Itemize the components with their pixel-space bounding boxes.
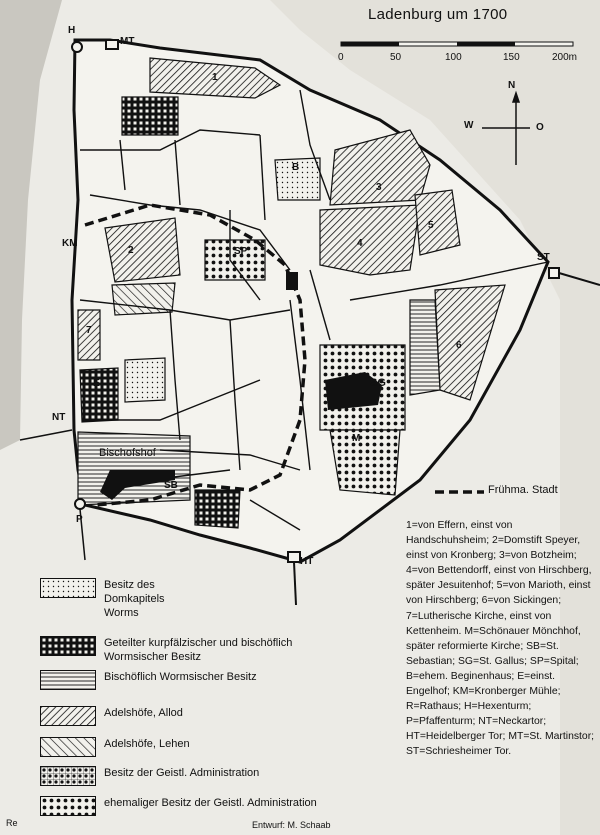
plot-5-marioth [415, 190, 460, 255]
legend-item-dots [40, 578, 194, 620]
plot-key-text: 1=von Effern, einst von Handschuhsheim; 2=Domstift Speyer, einst von Kronberg; 3=von Botzheim; 4=von Bettendorff, einst von Hirschberg, später Jesuitenhof; 5=von Marioth, einst von Hirschberg; 6=von Sickingen; 7=Lutherische Kirche, einst von Kettenheim. M=Schönauer Mönchhof, später reformierte Kirche; SB=St. Sebastian; SG=St. Gallus; SP=Spital; B=ehem. Beginenhaus; E=einst. Engelhof; KM=Kronberger Mühle; R=Rathaus; H=Hexenturm; P=Pfaffenturm; NT=Neckartor; HT=Heidelberger Tor; MT=St. Martinstor; ST=Schriesheimer Tor. [406, 520, 595, 758]
plot-label-7: 7 [86, 325, 92, 336]
scale-label-100: 100 [445, 52, 462, 63]
legend-text-dots: Besitz des Domkapitels Worms [104, 579, 165, 619]
rathaus-building [286, 272, 298, 290]
plot-hatched-north [122, 97, 178, 135]
river-left [0, 0, 62, 450]
label-B: B [292, 162, 300, 173]
legend-text-dotgrid: Besitz der Geistl. Administration [104, 767, 260, 779]
legend-text-allod: Adelshöfe, Allod [104, 707, 183, 719]
footer-credit: Entwurf: M. Schaab [252, 820, 331, 830]
pfaffenturm-tower [75, 499, 85, 509]
legend-swatch-lehen [40, 737, 96, 757]
label-KM: KM [62, 238, 78, 249]
legend-swatch-dotgrid [40, 766, 96, 786]
map-title: Ladenburg um 1700 [368, 6, 508, 23]
plot-4-bettendorff [320, 205, 420, 275]
scale-label-150: 150 [503, 52, 520, 63]
label-E: E [93, 378, 100, 389]
plot-label-2: 2 [128, 245, 134, 256]
fruehma-stadt-label: Frühma. Stadt [488, 484, 558, 496]
plot-M-moenchhof [330, 430, 400, 495]
road-south [294, 562, 296, 605]
compass-north: N [508, 80, 516, 91]
legend-swatch-dots [40, 578, 96, 598]
label-M: M [352, 433, 361, 444]
scale-label-200m: 200m [552, 52, 578, 63]
label-MT: MT [120, 36, 135, 47]
plot-south-grid [195, 490, 240, 528]
heidelberger-tor-gate [288, 552, 300, 562]
plot-label-4: 4 [357, 238, 363, 249]
legend-item-opendots [40, 796, 359, 816]
label-bischofshof: Bischofshof [99, 447, 156, 459]
scale-label-50: 50 [390, 52, 402, 63]
compass-west: W [464, 120, 474, 131]
legend-text-opendots: ehemaliger Besitz der Geistl. Administration [104, 797, 317, 809]
label-ST: ST [537, 252, 550, 263]
label-P: P [76, 514, 83, 525]
martinstor-gate [106, 40, 118, 49]
legend-text-hlines: Bischöflich Wormsischer Besitz [104, 671, 257, 683]
legend-item-lehen [40, 737, 359, 757]
legend-text-lehen: Adelshöfe, Lehen [104, 738, 190, 750]
road-west [20, 430, 72, 440]
plot-label-5: 5 [428, 220, 434, 231]
label-SB: SB [164, 480, 178, 491]
plot-label-1: 1 [212, 72, 218, 83]
scale-bar [341, 42, 573, 46]
legend-item-allod [40, 706, 359, 726]
footer-left: Re [6, 818, 18, 828]
legend-swatch-hlines [40, 670, 96, 690]
legend-swatch-grid [40, 636, 96, 656]
legend-item-dotgrid [40, 766, 359, 786]
plot-2-domstift [105, 218, 180, 282]
label-SG: SG [370, 377, 386, 389]
plot-E-engelhof [80, 368, 118, 422]
label-NT: NT [52, 412, 66, 423]
plot-label-3: 3 [376, 182, 382, 193]
compass-east: O [536, 122, 544, 133]
legend-text-grid: Geteilter kurpfälzischer und bischöflich Wormsischer Besitz [104, 637, 293, 663]
label-HT: HT [300, 556, 314, 567]
plot-east-blocks [410, 300, 440, 395]
legend-item-grid [40, 636, 359, 664]
label-H: H [68, 25, 76, 36]
legend-swatch-allod [40, 706, 96, 726]
scale-label-0: 0 [338, 52, 344, 63]
label-SP: SP [234, 246, 248, 257]
plot-label-6: 6 [456, 340, 462, 351]
plot-dotted-domkapitel [125, 358, 165, 402]
hexenturm-tower [72, 42, 82, 52]
schriesheimer-tor-gate [549, 268, 559, 278]
legend-swatch-opendots [40, 796, 96, 816]
legend-item-hlines [40, 670, 359, 690]
